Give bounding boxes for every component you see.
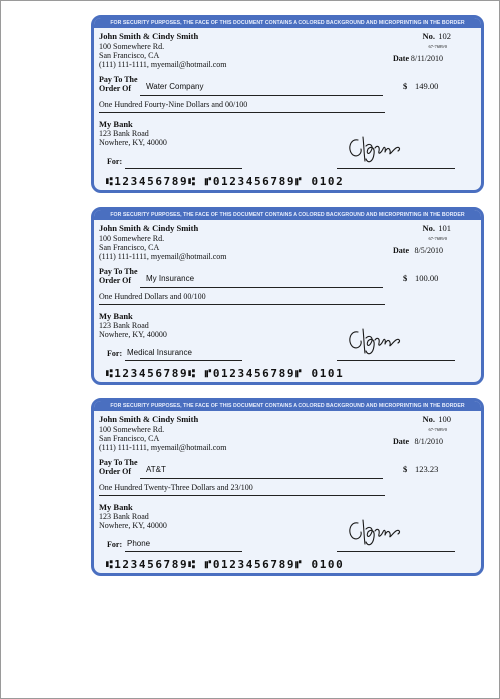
account-holder-address-line1: 100 Somewhere Rd. (99, 234, 165, 243)
amount-words-line (99, 494, 385, 496)
check-102 (91, 15, 484, 193)
account-holder-address-line1: 100 Somewhere Rd. (99, 42, 165, 51)
micr-line: ⑆123456789⑆ ⑈0123456789⑈ 0100 (106, 558, 345, 571)
memo-label: For: (107, 540, 123, 549)
account-holder-address-line2: San Francisco, CA (99, 434, 160, 443)
check-date: 8/11/2010 (410, 54, 443, 63)
amount: 123.23 (415, 464, 439, 474)
pay-to-label-line1: Pay To The (99, 458, 138, 467)
bank-address-line1: 123 Bank Road (99, 512, 149, 521)
bank-name: My Bank (99, 311, 133, 321)
check-number: 102 (438, 31, 451, 41)
account-holder-name: John Smith & Cindy Smith (99, 414, 199, 424)
account-holder-address-line2: San Francisco, CA (99, 51, 160, 60)
check-number-label: No. (422, 414, 435, 424)
pay-to-label (99, 75, 138, 93)
amount-words-line (99, 303, 385, 305)
check-101 (91, 207, 484, 385)
bank-address-line2: Nowhere, KY, 40000 (99, 330, 167, 339)
bank-address-line2: Nowhere, KY, 40000 (99, 138, 167, 147)
signature-icon (344, 128, 424, 166)
memo: Medical Insurance (127, 348, 192, 357)
bank-name: My Bank (99, 119, 133, 129)
date-label: Date (393, 437, 409, 446)
memo: Phone (127, 539, 151, 548)
pay-to-label (99, 267, 138, 285)
bank-address-line1: 123 Bank Road (99, 321, 149, 330)
check-number-label: No. (422, 223, 435, 233)
pay-to-label-line2: Order Of (99, 84, 132, 93)
security-banner: FOR SECURITY PURPOSES, THE FACE OF THIS DOCUMENT CONTAINS A COLORED BACKGROUND AND MICROPRINTING IN THE BORDER (94, 210, 481, 220)
bank-name: My Bank (99, 502, 133, 512)
security-banner: FOR SECURITY PURPOSES, THE FACE OF THIS DOCUMENT CONTAINS A COLORED BACKGROUND AND MICROPRINTING IN THE BORDER (94, 401, 481, 411)
memo-line (125, 359, 242, 361)
amount-words: One Hundred Dollars and 00/100 (99, 292, 206, 301)
date-label: Date (393, 54, 409, 63)
signature-image (344, 128, 424, 166)
pay-to-label-line1: Pay To The (99, 75, 138, 84)
signature-line (337, 359, 455, 361)
check-date: 8/5/2010 (414, 246, 443, 255)
check-number-label: No. (422, 31, 435, 41)
security-banner: FOR SECURITY PURPOSES, THE FACE OF THIS DOCUMENT CONTAINS A COLORED BACKGROUND AND MICROPRINTING IN THE BORDER (94, 18, 481, 28)
check-100 (91, 398, 484, 576)
check-number: 100 (438, 414, 451, 424)
date-label: Date (393, 246, 409, 255)
account-holder-contact: (111) 111-1111, myemail@hotmail.com (99, 60, 227, 69)
amount: 100.00 (415, 273, 439, 283)
dollar-sign: $ (403, 81, 408, 91)
account-holder-name: John Smith & Cindy Smith (99, 31, 199, 41)
account-holder-address-line1: 100 Somewhere Rd. (99, 425, 165, 434)
check-date: 8/1/2010 (414, 437, 443, 446)
payee: My Insurance (146, 274, 195, 283)
memo-line (125, 167, 242, 169)
dollar-sign: $ (403, 273, 408, 283)
bank-address-line1: 123 Bank Road (99, 129, 149, 138)
signature-line (337, 167, 455, 169)
payee: AT&T (146, 465, 166, 474)
memo-label: For: (107, 157, 123, 166)
micr-line: ⑆123456789⑆ ⑈0123456789⑈ 0101 (106, 367, 345, 380)
amount-words-line (99, 111, 385, 113)
check-number: 101 (438, 223, 451, 233)
memo-line (125, 550, 242, 552)
amount: 149.00 (415, 81, 439, 91)
amount-words: One Hundred Fourty-Nine Dollars and 00/100 (99, 100, 248, 109)
payee: Water Company (146, 82, 204, 91)
account-holder-name: John Smith & Cindy Smith (99, 223, 199, 233)
amount-words: One Hundred Twenty-Three Dollars and 23/100 (99, 483, 253, 492)
payee-line (140, 477, 383, 479)
routing-fraction: 67-7689/0 (428, 44, 447, 49)
account-holder-contact: (111) 111-1111, myemail@hotmail.com (99, 443, 227, 452)
pay-to-label-line2: Order Of (99, 276, 132, 285)
routing-fraction: 67-7689/0 (428, 236, 447, 241)
bank-address-line2: Nowhere, KY, 40000 (99, 521, 167, 530)
pay-to-label-line1: Pay To The (99, 267, 138, 276)
account-holder-address-line2: San Francisco, CA (99, 243, 160, 252)
memo-label: For: (107, 349, 123, 358)
payee-line (140, 94, 383, 96)
signature-image (344, 511, 424, 549)
signature-icon (344, 320, 424, 358)
signature-line (337, 550, 455, 552)
routing-fraction: 67-7689/0 (428, 427, 447, 432)
pay-to-label-line2: Order Of (99, 467, 132, 476)
signature-icon (344, 511, 424, 549)
dollar-sign: $ (403, 464, 408, 474)
signature-image (344, 320, 424, 358)
payee-line (140, 286, 383, 288)
pay-to-label (99, 458, 138, 476)
micr-line: ⑆123456789⑆ ⑈0123456789⑈ 0102 (106, 175, 345, 188)
account-holder-contact: (111) 111-1111, myemail@hotmail.com (99, 252, 227, 261)
